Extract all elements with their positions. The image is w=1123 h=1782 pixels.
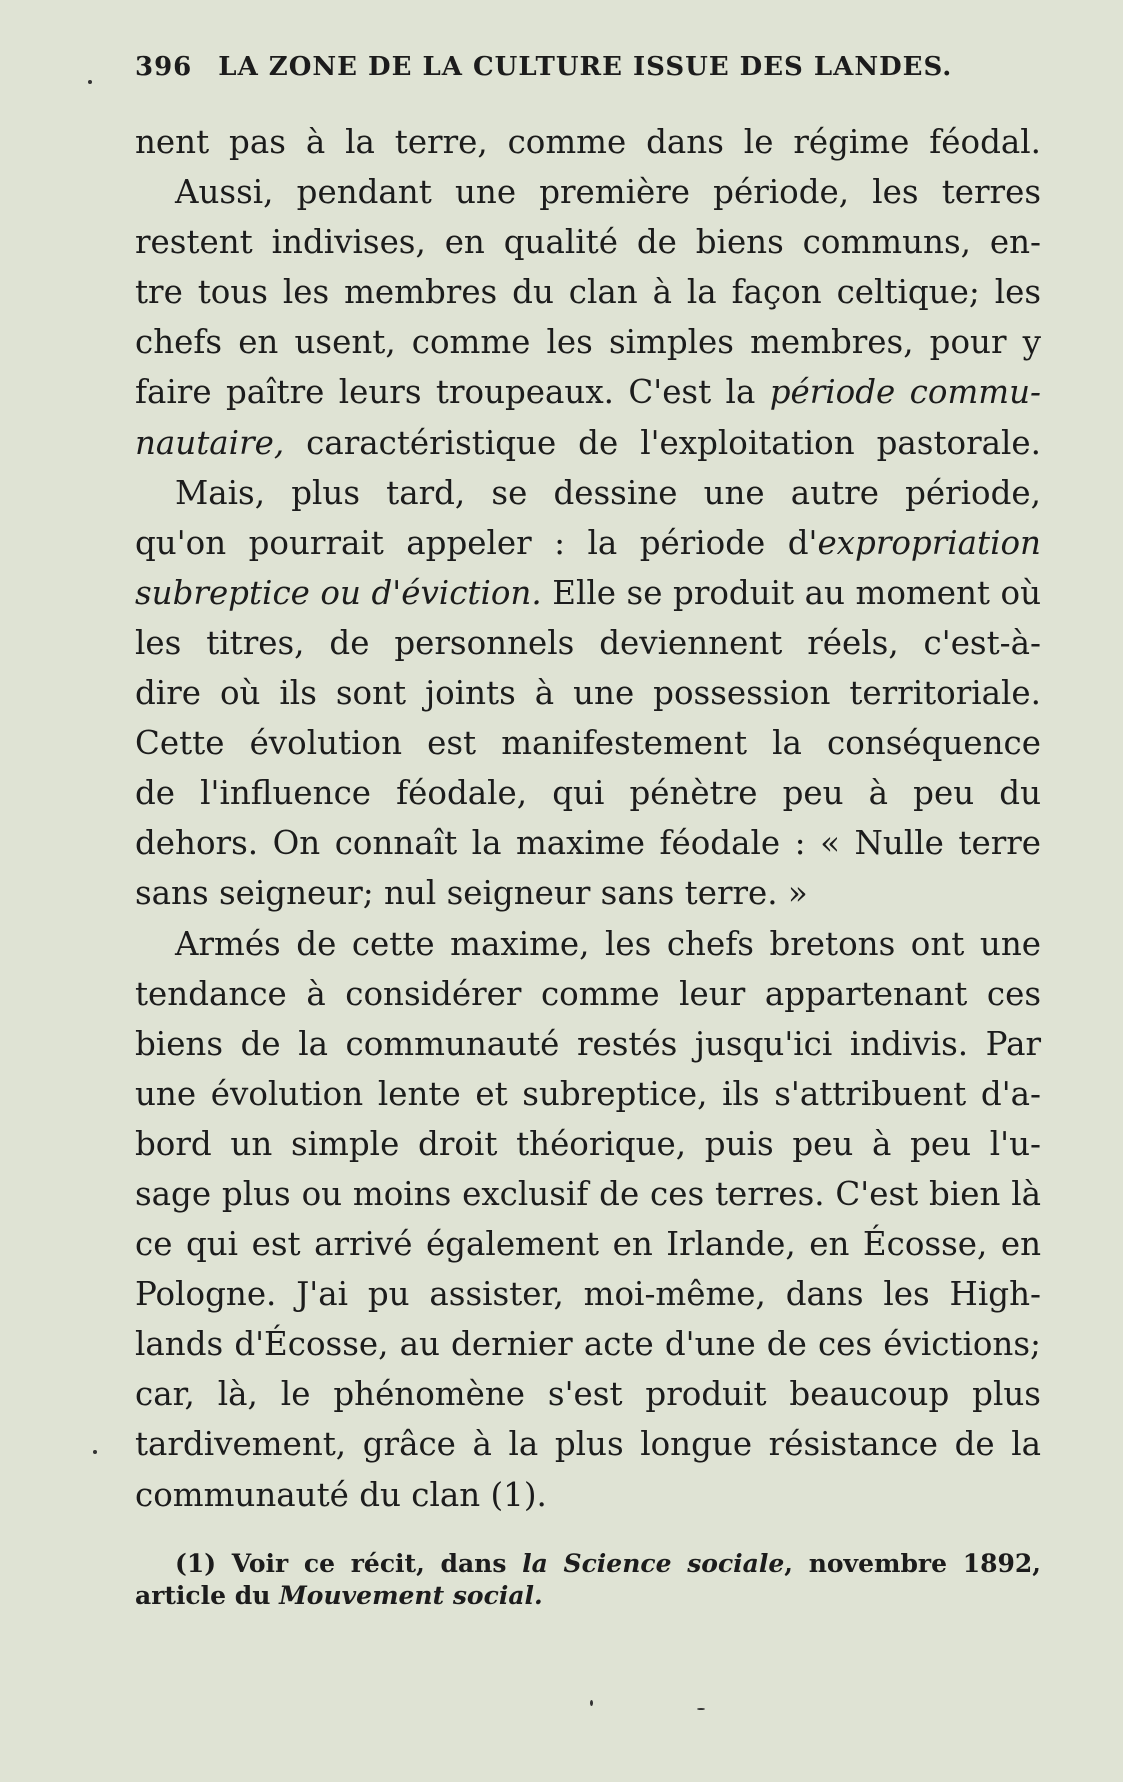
paper-speck [93, 1450, 97, 1454]
text-segment: article du [135, 1581, 280, 1610]
text-segment: (1) Voir ce récit, dans [175, 1549, 523, 1578]
text-line: restent indivises, en qualité de biens communs, en- [135, 223, 1041, 262]
text-line: communauté du clan (1). [135, 1475, 547, 1514]
paper-speck [88, 80, 92, 84]
text-line: sans seigneur; nul seigneur sans terre. » [135, 874, 808, 913]
text-line: nent pas à la terre, comme dans le régime féodal. [135, 123, 1041, 161]
italic-term: période commu- [769, 373, 1041, 412]
paper-speck [697, 1708, 705, 1710]
text-line [135, 367, 1041, 417]
text-segment: Elle se produit au moment où [541, 573, 1042, 612]
italic-term: subreptice ou d'éviction. [135, 573, 542, 612]
running-title: LA ZONE DE LA CULTURE ISSUE DES LANDES. [218, 52, 953, 82]
text-line: bord un simple droit théorique, puis peu à peu l'u- [135, 1124, 1041, 1163]
text-line: biens de la communauté restés jusqu'ici indivis. Par [135, 1024, 1041, 1063]
text-line: car, là, le phénomène s'est produit beaucoup plus [135, 1375, 1041, 1414]
text-line: Cette évolution est manifestement la conséquence [135, 724, 1041, 763]
text-line: une évolution lente et subreptice, ils s'attribuent d'a- [135, 1074, 1041, 1113]
text-line: chefs en usent, comme les simples membres, pour y [135, 323, 1041, 362]
text-segment: caractéristique de l'exploitation pastorale. [284, 423, 1041, 462]
text-line: les titres, de personnels deviennent réels, c'est-à- [135, 623, 1041, 662]
page-number: 396 [135, 52, 193, 82]
text-line: tendance à considérer comme leur appartenant ces [135, 974, 1041, 1013]
text-line: Mais, plus tard, se dessine une autre période, [175, 473, 1041, 512]
text-line: Pologne. J'ai pu assister, moi-même, dans les High- [135, 1275, 1041, 1314]
italic-term: expropriation [817, 523, 1041, 562]
text-line: dire où ils sont joints à une possession territoriale. [135, 674, 1041, 713]
text-line [135, 418, 1041, 468]
text-segment: faire paître leurs troupeaux. C'est la [135, 373, 770, 412]
footnote-line [135, 1580, 1041, 1612]
text-line: Armés de cette maxime, les chefs bretons ont une [175, 924, 1041, 963]
text-line: Aussi, pendant une première période, les terres [175, 173, 1041, 212]
text-segment: , novembre 1892, [784, 1549, 1041, 1578]
footnote [135, 1548, 1041, 1612]
text-line: ce qui est arrivé également en Irlande, en Écosse, en [135, 1225, 1041, 1264]
italic-title: la Science sociale [522, 1549, 785, 1578]
body-text [135, 117, 1041, 1520]
text-line: tre tous les membres du clan à la façon celtique; les [135, 273, 1041, 312]
italic-term: nautaire, [135, 423, 285, 462]
text-line: tardivement, grâce à la plus longue résistance de la [135, 1425, 1041, 1464]
running-header [135, 52, 965, 96]
text-segment: qu'on pourrait appeler : la période d' [135, 523, 818, 562]
text-line [135, 568, 1041, 618]
paper-speck [590, 1700, 593, 1706]
text-line: sage plus ou moins exclusif de ces terres. C'est bien là [135, 1174, 1041, 1213]
text-line: dehors. On connaît la maxime féodale : « Nulle terre [135, 824, 1041, 863]
text-line: lands d'Écosse, au dernier acte d'une de ces évictions; [135, 1325, 1041, 1364]
italic-title: Mouvement social. [279, 1581, 543, 1610]
footnote-line [135, 1548, 1041, 1580]
text-line: de l'influence féodale, qui pénètre peu à peu du [135, 774, 1041, 813]
text-line [135, 518, 1041, 568]
